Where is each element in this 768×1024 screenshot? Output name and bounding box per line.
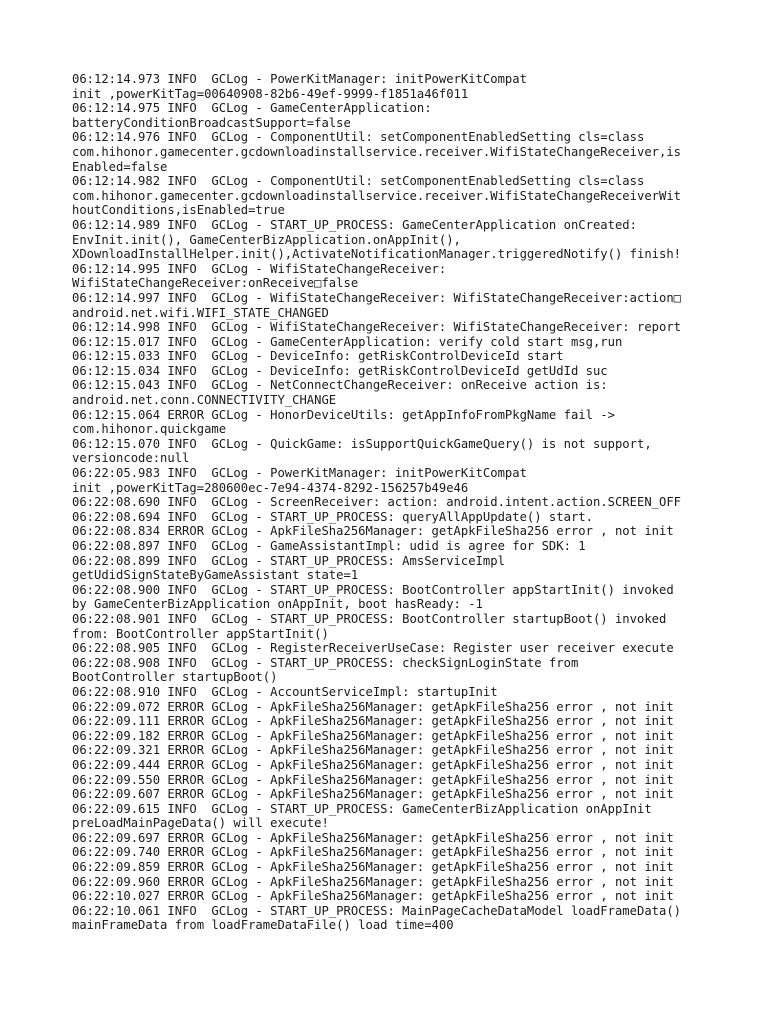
log-line: 06:12:15.034 INFO GCLog - DeviceInfo: getRiskControlDeviceId getUdId suc <box>72 363 608 378</box>
log-line: 06:12:14.975 INFO GCLog - GameCenterApplication: <box>72 101 432 116</box>
log-line: 06:22:09.607 ERROR GCLog - ApkFileSha256Manager: getApkFileSha256 error , not init <box>72 787 674 802</box>
log-line: 06:12:15.070 INFO GCLog - QuickGame: isSupportQuickGameQuery() is not support, <box>72 436 652 451</box>
log-line: 06:22:09.615 INFO GCLog - START_UP_PROCESS: GameCenterBizApplication onAppInit <box>72 801 652 816</box>
log-line: 06:22:09.072 ERROR GCLog - ApkFileSha256Manager: getApkFileSha256 error , not init <box>72 699 674 714</box>
log-line: 06:22:10.061 INFO GCLog - START_UP_PROCESS: MainPageCacheDataModel loadFrameData() <box>72 903 682 918</box>
log-line: 06:22:08.834 ERROR GCLog - ApkFileSha256Manager: getApkFileSha256 error , not init <box>72 524 674 539</box>
log-line: preLoadMainPageData() will execute! <box>72 816 329 831</box>
log-line: getUdidSignStateByGameAssistant state=1 <box>72 568 359 583</box>
log-line: init ,powerKitTag=280600ec-7e94-4374-8292-156257b49e46 <box>72 480 469 495</box>
log-line: 06:22:09.960 ERROR GCLog - ApkFileSha256Manager: getApkFileSha256 error , not init <box>72 874 674 889</box>
log-line: 06:12:14.982 INFO GCLog - ComponentUtil: setComponentEnabledSetting cls=class <box>72 174 645 189</box>
log-line: 06:12:15.064 ERROR GCLog - HonorDeviceUtils: getAppInfoFromPkgName fail -> <box>72 407 615 422</box>
log-line: 06:22:08.900 INFO GCLog - START_UP_PROCESS: BootController appStartInit() invoked <box>72 582 674 597</box>
log-line: 06:22:09.182 ERROR GCLog - ApkFileSha256Manager: getApkFileSha256 error , not init <box>72 728 674 743</box>
log-line: 06:22:05.983 INFO GCLog - PowerKitManager: initPowerKitCompat <box>72 466 527 481</box>
log-line: batteryConditionBroadcastSupport=false <box>72 115 351 130</box>
log-line: com.hihonor.gamecenter.gcdownloadinstallservice.receiver.WifiStateChangeReceiverWit <box>72 188 682 203</box>
log-line: BootController startupBoot() <box>72 670 278 685</box>
log-line: 06:22:09.111 ERROR GCLog - ApkFileSha256Manager: getApkFileSha256 error , not init <box>72 714 674 729</box>
log-line: com.hihonor.quickgame <box>72 422 227 437</box>
log-line: 06:22:09.740 ERROR GCLog - ApkFileSha256Manager: getApkFileSha256 error , not init <box>72 845 674 860</box>
log-line: android.net.wifi.WIFI_STATE_CHANGED <box>72 305 329 320</box>
log-line: 06:22:09.321 ERROR GCLog - ApkFileSha256Manager: getApkFileSha256 error , not init <box>72 743 674 758</box>
log-line: 06:12:14.997 INFO GCLog - WifiStateChangeReceiver: WifiStateChangeReceiver:action□ <box>72 290 682 305</box>
log-line: XDownloadInstallHelper.init(),ActivateNotificationManager.triggeredNotify() finish! <box>72 247 682 262</box>
log-line: 06:12:14.998 INFO GCLog - WifiStateChangeReceiver: WifiStateChangeReceiver: report <box>72 320 682 335</box>
log-line: 06:22:08.899 INFO GCLog - START_UP_PROCESS: AmsServiceImpl <box>72 553 505 568</box>
log-line: mainFrameData from loadFrameDataFile() load time=400 <box>72 918 454 933</box>
log-line: 06:22:08.910 INFO GCLog - AccountServiceImpl: startupInit <box>72 684 498 699</box>
log-document <box>72 72 702 933</box>
log-line: 06:22:09.697 ERROR GCLog - ApkFileSha256Manager: getApkFileSha256 error , not init <box>72 830 674 845</box>
log-line: 06:22:08.901 INFO GCLog - START_UP_PROCESS: BootController startupBoot() invoked <box>72 611 667 626</box>
log-line: 06:22:08.905 INFO GCLog - RegisterReceiverUseCase: Register user receiver execute <box>72 641 674 656</box>
log-line: Enabled=false <box>72 159 168 174</box>
log-line: 06:12:14.989 INFO GCLog - START_UP_PROCESS: GameCenterApplication onCreated: <box>72 217 637 232</box>
log-line: by GameCenterBizApplication onAppInit, boot hasReady: -1 <box>72 597 483 612</box>
log-line: com.hihonor.gamecenter.gcdownloadinstallservice.receiver.WifiStateChangeReceiver,is <box>72 144 682 159</box>
log-line: 06:12:14.976 INFO GCLog - ComponentUtil: setComponentEnabledSetting cls=class <box>72 130 645 145</box>
log-line: init ,powerKitTag=00640908-82b6-49ef-9999-f1851a46f011 <box>72 86 469 101</box>
log-line: 06:22:08.694 INFO GCLog - START_UP_PROCESS: queryAllAppUpdate() start. <box>72 509 593 524</box>
log-line: 06:12:15.033 INFO GCLog - DeviceInfo: getRiskControlDeviceId start <box>72 349 564 364</box>
log-line: 06:22:09.550 ERROR GCLog - ApkFileSha256Manager: getApkFileSha256 error , not init <box>72 772 674 787</box>
log-line: 06:22:08.690 INFO GCLog - ScreenReceiver: action: android.intent.action.SCREEN_OFF <box>72 495 682 510</box>
log-line: WifiStateChangeReceiver:onReceive□false <box>72 276 359 291</box>
log-line: android.net.conn.CONNECTIVITY_CHANGE <box>72 393 337 408</box>
log-line: 06:22:10.027 ERROR GCLog - ApkFileSha256Manager: getApkFileSha256 error , not init <box>72 889 674 904</box>
log-line: 06:22:08.908 INFO GCLog - START_UP_PROCESS: checkSignLoginState from <box>72 655 579 670</box>
log-line: 06:12:14.973 INFO GCLog - PowerKitManager: initPowerKitCompat <box>72 72 527 86</box>
log-line: from: BootController appStartInit() <box>72 626 329 641</box>
log-line: houtConditions,isEnabled=true <box>72 203 285 218</box>
log-line: 06:12:15.017 INFO GCLog - GameCenterApplication: verify cold start msg,run <box>72 334 623 349</box>
log-line: 06:22:09.444 ERROR GCLog - ApkFileSha256Manager: getApkFileSha256 error , not init <box>72 757 674 772</box>
log-line: 06:12:15.043 INFO GCLog - NetConnectChangeReceiver: onReceive action is: <box>72 378 608 393</box>
log-line: 06:22:08.897 INFO GCLog - GameAssistantImpl: udid is agree for SDK: 1 <box>72 539 586 553</box>
log-line: 06:12:14.995 INFO GCLog - WifiStateChangeReceiver: <box>72 261 447 276</box>
log-line: versioncode:null <box>72 451 190 466</box>
log-line: 06:22:09.859 ERROR GCLog - ApkFileSha256Manager: getApkFileSha256 error , not init <box>72 860 674 875</box>
log-line: EnvInit.init(), GameCenterBizApplication.onAppInit(), <box>72 232 461 247</box>
